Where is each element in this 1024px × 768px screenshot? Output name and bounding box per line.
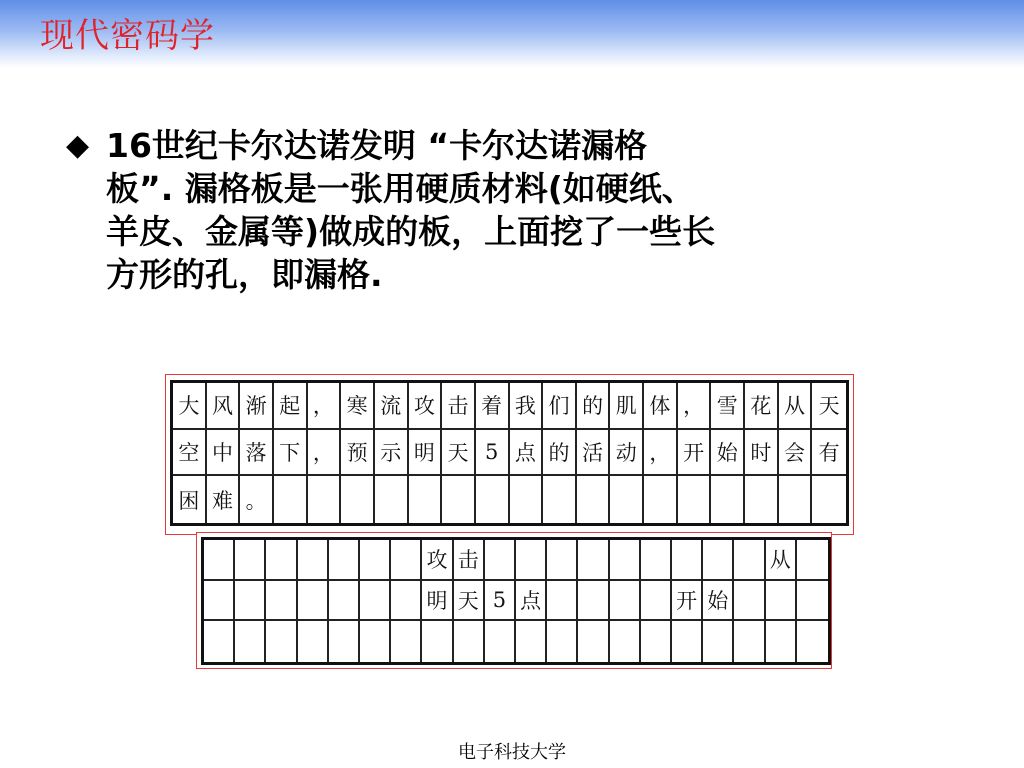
- grid-cell: [766, 621, 797, 662]
- grid-cell: 5: [476, 430, 510, 477]
- grid-cell: 落: [240, 430, 274, 477]
- grid-cell: 着: [476, 383, 510, 430]
- plaintext-grid-frame: [165, 374, 854, 535]
- grid-cell: ，: [678, 383, 712, 430]
- grid-cell: [644, 476, 678, 523]
- grid-cell: 攻: [409, 383, 443, 430]
- grid-cell: 花: [745, 383, 779, 430]
- bullet-line: 方形的孔，即漏格.: [106, 255, 383, 294]
- grid-cell: [516, 621, 547, 662]
- grid-cell: [610, 476, 644, 523]
- grid-cell: [641, 540, 672, 581]
- grid-cell: [672, 621, 703, 662]
- grid-cell: 点: [516, 581, 547, 622]
- grid-cell: [298, 540, 329, 581]
- grid-cell: [547, 581, 578, 622]
- grid-cell: 开: [678, 430, 712, 477]
- grid-cell: [391, 581, 422, 622]
- grid-cell: [578, 540, 609, 581]
- grid-cell: 我: [510, 383, 544, 430]
- grid-cell: 天: [442, 430, 476, 477]
- grid-cell: 下: [274, 430, 308, 477]
- grid-cell: [543, 476, 577, 523]
- grid-cell: [734, 621, 765, 662]
- grid-cell: 攻: [422, 540, 453, 581]
- grid-cell: [516, 540, 547, 581]
- grid-cell: [577, 476, 611, 523]
- grid-cell: [734, 540, 765, 581]
- grid-cell: [298, 621, 329, 662]
- grid-cell: [341, 476, 375, 523]
- grid-cell: [274, 476, 308, 523]
- grid-cell: 的: [543, 430, 577, 477]
- grid-cell: 中: [207, 430, 241, 477]
- grid-cell: [745, 476, 779, 523]
- grid-cell: 5: [485, 581, 516, 622]
- grid-cell: [454, 621, 485, 662]
- cardano-mask-grid: [201, 537, 831, 665]
- grid-cell: 明: [422, 581, 453, 622]
- grid-cell: [766, 581, 797, 622]
- bullet-line: 板”. 漏格板是一张用硬质材料(如硬纸、: [106, 169, 695, 208]
- grid-cell: [329, 540, 360, 581]
- grid-cell: [485, 540, 516, 581]
- grid-cell: [678, 476, 712, 523]
- grid-cell: 肌: [610, 383, 644, 430]
- grid-cell: 流: [375, 383, 409, 430]
- grid-cell: [360, 621, 391, 662]
- grid-cell: [703, 540, 734, 581]
- bullet-line: 16世纪卡尔达诺发明 “卡尔达诺漏格: [106, 126, 648, 165]
- grid-cell: 寒: [341, 383, 375, 430]
- grid-cell: 击: [442, 383, 476, 430]
- grid-cell: [329, 581, 360, 622]
- grid-cell: [266, 581, 297, 622]
- mask-grid-frame: [196, 532, 832, 669]
- grid-cell: 始: [711, 430, 745, 477]
- grid-cell: 大: [173, 383, 207, 430]
- grid-cell: [578, 581, 609, 622]
- grid-cell: [235, 581, 266, 622]
- grid-cell: [409, 476, 443, 523]
- grid-cell: 体: [644, 383, 678, 430]
- grid-cell: [442, 476, 476, 523]
- grid-cell: [391, 621, 422, 662]
- plaintext-grid: [170, 380, 849, 526]
- grid-cell: [779, 476, 813, 523]
- grid-cell: 的: [577, 383, 611, 430]
- grid-cell: 始: [703, 581, 734, 622]
- grid-cell: 点: [510, 430, 544, 477]
- grid-cell: [204, 581, 235, 622]
- grid-cell: [422, 621, 453, 662]
- grid-cell: 预: [341, 430, 375, 477]
- grid-cell: 会: [779, 430, 813, 477]
- grid-cell: ，: [308, 383, 342, 430]
- grid-cell: [703, 621, 734, 662]
- grid-cell: ，: [644, 430, 678, 477]
- grid-cell: [329, 621, 360, 662]
- grid-cell: 开: [672, 581, 703, 622]
- grid-cell: 击: [454, 540, 485, 581]
- grid-cell: [610, 540, 641, 581]
- grid-cell: [734, 581, 765, 622]
- grid-cell: 活: [577, 430, 611, 477]
- grid-cell: [235, 621, 266, 662]
- grid-cell: [375, 476, 409, 523]
- grid-cell: 。: [240, 476, 274, 523]
- grid-cell: ，: [308, 430, 342, 477]
- grid-cell: [298, 581, 329, 622]
- slide-footer: 电子科技大学: [458, 742, 566, 763]
- grid-cell: [476, 476, 510, 523]
- grid-cell: 风: [207, 383, 241, 430]
- grid-cell: [610, 621, 641, 662]
- grid-cell: [711, 476, 745, 523]
- bullet-line: 羊皮、金属等)做成的板，上面挖了一些长: [106, 212, 716, 251]
- grid-cell: [204, 621, 235, 662]
- grid-cell: [797, 621, 828, 662]
- grid-cell: 天: [812, 383, 846, 430]
- grid-cell: [360, 581, 391, 622]
- grid-cell: [391, 540, 422, 581]
- grid-cell: [485, 621, 516, 662]
- grid-cell: [510, 476, 544, 523]
- grid-cell: 从: [766, 540, 797, 581]
- grid-cell: [266, 621, 297, 662]
- grid-cell: 有: [812, 430, 846, 477]
- grid-cell: [797, 581, 828, 622]
- grid-cell: 们: [543, 383, 577, 430]
- grid-cell: [610, 581, 641, 622]
- grid-cell: [578, 621, 609, 662]
- grid-cell: [547, 621, 578, 662]
- diamond-bullet-icon: ◆: [66, 128, 90, 163]
- slide-title: 现代密码学: [40, 16, 215, 56]
- grid-cell: 明: [409, 430, 443, 477]
- grid-cell: 雪: [711, 383, 745, 430]
- grid-cell: 动: [610, 430, 644, 477]
- grid-cell: 从: [779, 383, 813, 430]
- grid-cell: [812, 476, 846, 523]
- grid-cell: [641, 581, 672, 622]
- grid-cell: 渐: [240, 383, 274, 430]
- grid-cell: 起: [274, 383, 308, 430]
- grid-cell: 空: [173, 430, 207, 477]
- grid-cell: [797, 540, 828, 581]
- grid-cell: 时: [745, 430, 779, 477]
- grid-cell: [360, 540, 391, 581]
- grid-cell: [204, 540, 235, 581]
- grid-cell: 示: [375, 430, 409, 477]
- grid-cell: [308, 476, 342, 523]
- slide-header: [0, 0, 1024, 68]
- grid-cell: [641, 621, 672, 662]
- grid-cell: [547, 540, 578, 581]
- grid-cell: 难: [207, 476, 241, 523]
- grid-cell: [235, 540, 266, 581]
- grid-cell: [672, 540, 703, 581]
- grid-cell: [266, 540, 297, 581]
- grid-cell: 困: [173, 476, 207, 523]
- grid-cell: 天: [454, 581, 485, 622]
